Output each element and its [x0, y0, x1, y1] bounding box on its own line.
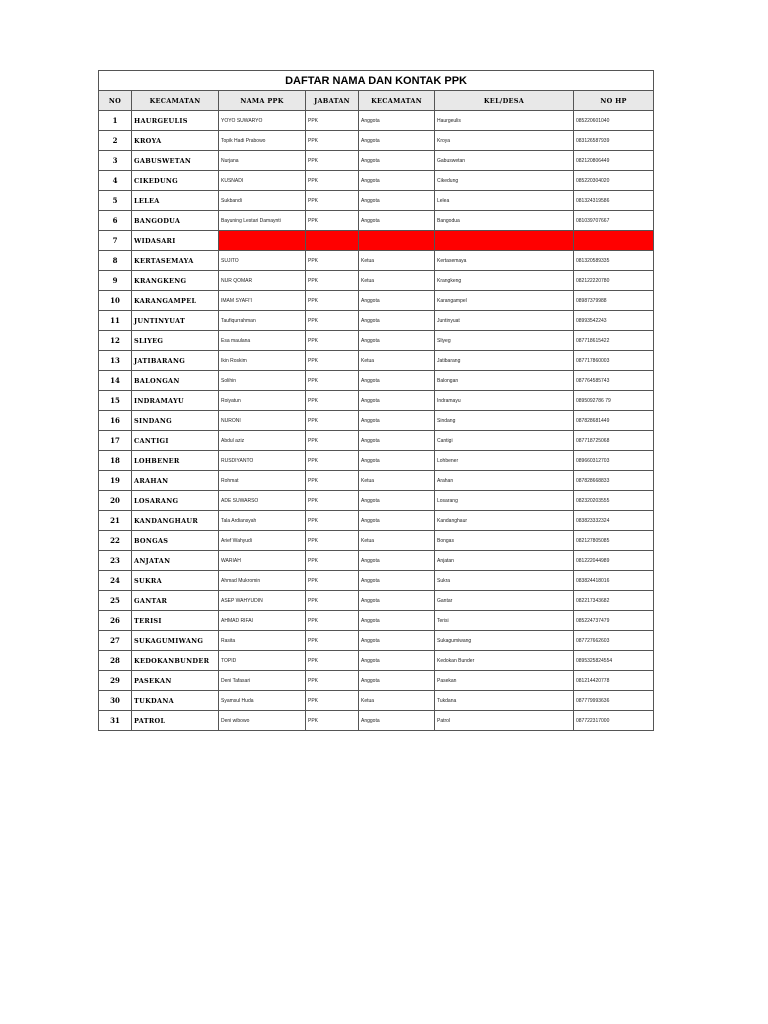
cell-no: 11	[99, 311, 132, 331]
cell-no: 13	[99, 351, 132, 371]
cell-jabatan: PPK	[306, 671, 359, 691]
cell-no-hp: 083823332324	[574, 511, 654, 531]
cell-kecamatan: LOSARANG	[132, 491, 219, 511]
cell-kel-desa: Juntinyuat	[435, 311, 574, 331]
cell-kecamatan: GABUSWETAN	[132, 151, 219, 171]
cell-kecamatan-2: Anggota	[359, 451, 435, 471]
cell-jabatan: PPK	[306, 351, 359, 371]
cell-nama-ppk: Deni wibowo	[219, 711, 306, 731]
cell-kecamatan: BANGODUA	[132, 211, 219, 231]
cell-jabatan: PPK	[306, 411, 359, 431]
cell-nama-ppk: Arief Wahyudi	[219, 531, 306, 551]
cell-kecamatan-2: Anggota	[359, 171, 435, 191]
table-row	[99, 691, 654, 711]
cell-nama-ppk: Topik Hadi Prabowo	[219, 131, 306, 151]
cell-kel-desa: Lelea	[435, 191, 574, 211]
cell-jabatan: PPK	[306, 211, 359, 231]
cell-jabatan: PPK	[306, 691, 359, 711]
cell-no-hp: 087727662603	[574, 631, 654, 651]
header-kecamatan: KECAMATAN	[132, 91, 219, 111]
cell-kecamatan-2: Anggota	[359, 211, 435, 231]
table-row	[99, 131, 654, 151]
cell-no-hp: 085220601040	[574, 111, 654, 131]
cell-kecamatan-2: Anggota	[359, 431, 435, 451]
cell-nama-ppk: NURONI	[219, 411, 306, 431]
cell-jabatan: PPK	[306, 391, 359, 411]
cell-kecamatan: GANTAR	[132, 591, 219, 611]
cell-kecamatan: KROYA	[132, 131, 219, 151]
cell-no-hp: 081324319586	[574, 191, 654, 211]
cell-jabatan: PPK	[306, 171, 359, 191]
cell-kecamatan-2: Ketua	[359, 351, 435, 371]
cell-no: 4	[99, 171, 132, 191]
cell-no-hp: 089660312703	[574, 451, 654, 471]
cell-no-hp: 081222044989	[574, 551, 654, 571]
table-row	[99, 491, 654, 511]
cell-jabatan: PPK	[306, 271, 359, 291]
cell-kecamatan-2: Anggota	[359, 131, 435, 151]
cell-no-hp: 087717860003	[574, 351, 654, 371]
table-row	[99, 111, 654, 131]
cell-no-hp: 082320203555	[574, 491, 654, 511]
cell-jabatan: PPK	[306, 591, 359, 611]
cell-jabatan: PPK	[306, 511, 359, 531]
cell-jabatan: PPK	[306, 531, 359, 551]
cell-no: 7	[99, 231, 132, 251]
cell-jabatan: PPK	[306, 631, 359, 651]
table-row	[99, 631, 654, 651]
cell-kel-desa: Krangkeng	[435, 271, 574, 291]
cell-kecamatan-2: Anggota	[359, 511, 435, 531]
cell-nama-ppk: Sukbandi	[219, 191, 306, 211]
cell-no-hp: 087718725068	[574, 431, 654, 451]
cell-jabatan: PPK	[306, 251, 359, 271]
cell-kel-desa: Jatibarang	[435, 351, 574, 371]
table-row	[99, 331, 654, 351]
cell-no-hp: 087828681449	[574, 411, 654, 431]
ppk-contact-table	[98, 70, 654, 731]
cell-nama-ppk: Rohmat	[219, 471, 306, 491]
cell-kecamatan-2: Anggota	[359, 571, 435, 591]
cell-kecamatan-2: Anggota	[359, 151, 435, 171]
table-row	[99, 531, 654, 551]
cell-no-hp: 081320589335	[574, 251, 654, 271]
cell-nama-ppk: Ahmad Mukromin	[219, 571, 306, 591]
cell-no-hp: 087718615422	[574, 331, 654, 351]
cell-kecamatan-2: Ketua	[359, 251, 435, 271]
cell-kel-desa: Gabuswetan	[435, 151, 574, 171]
cell-no: 29	[99, 671, 132, 691]
cell-kecamatan: KEDOKANBUNDER	[132, 651, 219, 671]
cell-jabatan: PPK	[306, 571, 359, 591]
cell-kecamatan: SINDANG	[132, 411, 219, 431]
table-row	[99, 551, 654, 571]
cell-kel-desa: Arahan	[435, 471, 574, 491]
cell-kecamatan-2: Ketua	[359, 531, 435, 551]
header-kecamatan-2: KECAMATAN	[359, 91, 435, 111]
cell-no-hp: 082127805085	[574, 531, 654, 551]
cell-kecamatan: KERTASEMAYA	[132, 251, 219, 271]
cell-no: 31	[99, 711, 132, 731]
cell-nama-ppk: Tala Ardiansyah	[219, 511, 306, 531]
cell-nama-ppk: NUR QOMAR	[219, 271, 306, 291]
cell-kel-desa: Bongas	[435, 531, 574, 551]
cell-kel-desa: Karangampel	[435, 291, 574, 311]
cell-kecamatan: KARANGAMPEL	[132, 291, 219, 311]
cell-no-hp: 087779993636	[574, 691, 654, 711]
cell-kecamatan: LOHBENER	[132, 451, 219, 471]
cell-jabatan: PPK	[306, 431, 359, 451]
table-row	[99, 411, 654, 431]
cell-nama-ppk	[219, 231, 306, 251]
table-row	[99, 711, 654, 731]
cell-kecamatan: BALONGAN	[132, 371, 219, 391]
cell-kel-desa: Kroya	[435, 131, 574, 151]
cell-no-hp: 081214420778	[574, 671, 654, 691]
cell-jabatan: PPK	[306, 491, 359, 511]
table-row	[99, 251, 654, 271]
cell-no-hp: 083126587939	[574, 131, 654, 151]
table-row	[99, 471, 654, 491]
cell-kecamatan: HAURGEULIS	[132, 111, 219, 131]
cell-jabatan: PPK	[306, 471, 359, 491]
cell-no-hp: 085224737479	[574, 611, 654, 631]
table-row	[99, 511, 654, 531]
cell-kecamatan-2: Anggota	[359, 651, 435, 671]
cell-kel-desa: Anjatan	[435, 551, 574, 571]
cell-jabatan: PPK	[306, 611, 359, 631]
cell-kecamatan-2: Anggota	[359, 611, 435, 631]
cell-jabatan: PPK	[306, 151, 359, 171]
cell-kel-desa: Indramayu	[435, 391, 574, 411]
cell-no: 15	[99, 391, 132, 411]
cell-no-hp: 083824418016	[574, 571, 654, 591]
table-row	[99, 311, 654, 331]
cell-nama-ppk: Roiyatun	[219, 391, 306, 411]
cell-no: 30	[99, 691, 132, 711]
cell-no: 9	[99, 271, 132, 291]
cell-kel-desa: Kertasemaya	[435, 251, 574, 271]
cell-no-hp: 087764585743	[574, 371, 654, 391]
cell-nama-ppk: YOYO SUWARYO	[219, 111, 306, 131]
cell-no-hp: 0895092786 79	[574, 391, 654, 411]
cell-kecamatan-2: Ketua	[359, 691, 435, 711]
table-row	[99, 151, 654, 171]
cell-nama-ppk: Nurjana	[219, 151, 306, 171]
cell-kel-desa: Patrol	[435, 711, 574, 731]
table-row	[99, 351, 654, 371]
cell-jabatan: PPK	[306, 371, 359, 391]
cell-jabatan: PPK	[306, 131, 359, 151]
cell-nama-ppk: Rasita	[219, 631, 306, 651]
cell-no: 2	[99, 131, 132, 151]
cell-kel-desa: Sliyeg	[435, 331, 574, 351]
table-row	[99, 651, 654, 671]
cell-nama-ppk: Ikin Roskim	[219, 351, 306, 371]
cell-kel-desa: Terisi	[435, 611, 574, 631]
cell-jabatan: PPK	[306, 311, 359, 331]
cell-no-hp: 081039707667	[574, 211, 654, 231]
cell-kecamatan: INDRAMAYU	[132, 391, 219, 411]
header-no: NO	[99, 91, 132, 111]
cell-kecamatan-2: Ketua	[359, 471, 435, 491]
table-row	[99, 391, 654, 411]
cell-no-hp	[574, 231, 654, 251]
cell-nama-ppk: Esa maulana	[219, 331, 306, 351]
cell-nama-ppk: IMAM SYAFI'I	[219, 291, 306, 311]
cell-jabatan: PPK	[306, 331, 359, 351]
cell-kecamatan: SUKAGUMIWANG	[132, 631, 219, 651]
cell-kel-desa: Kandanghaur	[435, 511, 574, 531]
cell-nama-ppk: AHMAD RIFAI	[219, 611, 306, 631]
cell-no: 21	[99, 511, 132, 531]
cell-no: 3	[99, 151, 132, 171]
cell-kel-desa: Kedokan Bunder	[435, 651, 574, 671]
table-row	[99, 591, 654, 611]
cell-no: 12	[99, 331, 132, 351]
cell-no: 26	[99, 611, 132, 631]
cell-jabatan: PPK	[306, 711, 359, 731]
cell-no-hp: 08993542243	[574, 311, 654, 331]
cell-no-hp: 082217343682	[574, 591, 654, 611]
cell-nama-ppk: WARIAH	[219, 551, 306, 571]
cell-nama-ppk: Deni Tafasari	[219, 671, 306, 691]
cell-kecamatan: WIDASARI	[132, 231, 219, 251]
cell-jabatan: PPK	[306, 111, 359, 131]
cell-no: 27	[99, 631, 132, 651]
table-row	[99, 211, 654, 231]
cell-kecamatan-2: Anggota	[359, 371, 435, 391]
cell-nama-ppk: KUSNADI	[219, 171, 306, 191]
cell-kecamatan-2: Anggota	[359, 291, 435, 311]
cell-kecamatan-2: Anggota	[359, 331, 435, 351]
title-row	[99, 71, 654, 91]
table-row	[99, 231, 654, 251]
cell-kel-desa: Losarang	[435, 491, 574, 511]
cell-kecamatan-2: Anggota	[359, 311, 435, 331]
cell-kel-desa: Sukagumiwang	[435, 631, 574, 651]
cell-kecamatan-2: Anggota	[359, 411, 435, 431]
cell-kecamatan: SUKRA	[132, 571, 219, 591]
cell-kecamatan-2: Ketua	[359, 271, 435, 291]
cell-kecamatan: TUKDANA	[132, 691, 219, 711]
cell-no-hp: 087722317000	[574, 711, 654, 731]
table-row	[99, 571, 654, 591]
cell-kecamatan-2: Anggota	[359, 191, 435, 211]
table-row	[99, 271, 654, 291]
cell-kecamatan-2	[359, 231, 435, 251]
cell-kecamatan: BONGAS	[132, 531, 219, 551]
cell-kecamatan: JATIBARANG	[132, 351, 219, 371]
cell-kecamatan-2: Anggota	[359, 391, 435, 411]
cell-kecamatan-2: Anggota	[359, 631, 435, 651]
cell-kecamatan: LELEA	[132, 191, 219, 211]
cell-no: 24	[99, 571, 132, 591]
cell-no-hp: 082120806449	[574, 151, 654, 171]
cell-nama-ppk: Taufiqurrahman	[219, 311, 306, 331]
cell-no: 10	[99, 291, 132, 311]
cell-jabatan: PPK	[306, 451, 359, 471]
table-row	[99, 451, 654, 471]
cell-no: 20	[99, 491, 132, 511]
cell-kecamatan-2: Anggota	[359, 111, 435, 131]
cell-kel-desa	[435, 231, 574, 251]
cell-nama-ppk: Bayuning Lestari Damaynti	[219, 211, 306, 231]
cell-no: 18	[99, 451, 132, 471]
table-title: DAFTAR NAMA DAN KONTAK PPK	[99, 71, 654, 91]
header-no-hp: NO HP	[574, 91, 654, 111]
cell-jabatan: PPK	[306, 291, 359, 311]
cell-nama-ppk: ASEP WAHYUDIN	[219, 591, 306, 611]
cell-kel-desa: Gantar	[435, 591, 574, 611]
table-row	[99, 371, 654, 391]
cell-kecamatan-2: Anggota	[359, 671, 435, 691]
cell-no: 25	[99, 591, 132, 611]
cell-no: 5	[99, 191, 132, 211]
cell-kel-desa: Bangodua	[435, 211, 574, 231]
cell-no: 6	[99, 211, 132, 231]
cell-kel-desa: Sukra	[435, 571, 574, 591]
cell-no-hp: 082122220780	[574, 271, 654, 291]
cell-kecamatan: TERISI	[132, 611, 219, 631]
cell-jabatan: PPK	[306, 191, 359, 211]
cell-no: 17	[99, 431, 132, 451]
header-kel-desa: KEL/DESA	[435, 91, 574, 111]
cell-jabatan: PPK	[306, 551, 359, 571]
table-row	[99, 171, 654, 191]
cell-kecamatan: KRANGKENG	[132, 271, 219, 291]
table-row	[99, 611, 654, 631]
cell-no: 16	[99, 411, 132, 431]
cell-kecamatan-2: Anggota	[359, 551, 435, 571]
cell-nama-ppk: SUJITO	[219, 251, 306, 271]
cell-no: 28	[99, 651, 132, 671]
cell-no: 14	[99, 371, 132, 391]
cell-no: 8	[99, 251, 132, 271]
cell-kel-desa: Sindang	[435, 411, 574, 431]
table-row	[99, 191, 654, 211]
cell-no: 1	[99, 111, 132, 131]
header-jabatan: JABATAN	[306, 91, 359, 111]
cell-nama-ppk: Syamsul Huda	[219, 691, 306, 711]
cell-kel-desa: Balongan	[435, 371, 574, 391]
cell-nama-ppk: ADE SUWARSO	[219, 491, 306, 511]
cell-jabatan: PPK	[306, 651, 359, 671]
cell-nama-ppk: Solihin	[219, 371, 306, 391]
cell-nama-ppk: RUSDIYANTO	[219, 451, 306, 471]
cell-kel-desa: Cikedung	[435, 171, 574, 191]
table-row	[99, 671, 654, 691]
cell-kecamatan: CANTIGI	[132, 431, 219, 451]
cell-kecamatan: PASEKAN	[132, 671, 219, 691]
cell-kel-desa: Haurgeulis	[435, 111, 574, 131]
cell-kel-desa: Pasekan	[435, 671, 574, 691]
cell-kecamatan: ARAHAN	[132, 471, 219, 491]
cell-kel-desa: Lohbener	[435, 451, 574, 471]
header-row	[99, 91, 654, 111]
cell-no-hp: 08987379988	[574, 291, 654, 311]
cell-kel-desa: Cantigi	[435, 431, 574, 451]
table-row	[99, 431, 654, 451]
cell-nama-ppk: TOPID	[219, 651, 306, 671]
cell-kecamatan-2: Anggota	[359, 711, 435, 731]
cell-no: 19	[99, 471, 132, 491]
cell-jabatan	[306, 231, 359, 251]
cell-kel-desa: Tukdana	[435, 691, 574, 711]
cell-no-hp: 087828668833	[574, 471, 654, 491]
cell-kecamatan: SLIYEG	[132, 331, 219, 351]
cell-kecamatan: KANDANGHAUR	[132, 511, 219, 531]
table-row	[99, 291, 654, 311]
cell-kecamatan: JUNTINYUAT	[132, 311, 219, 331]
cell-no-hp: 085220304020	[574, 171, 654, 191]
cell-kecamatan: CIKEDUNG	[132, 171, 219, 191]
cell-kecamatan-2: Anggota	[359, 591, 435, 611]
cell-no: 23	[99, 551, 132, 571]
cell-no: 22	[99, 531, 132, 551]
cell-kecamatan-2: Anggota	[359, 491, 435, 511]
header-nama-ppk: NAMA PPK	[219, 91, 306, 111]
cell-no-hp: 0895325824554	[574, 651, 654, 671]
cell-kecamatan: PATROL	[132, 711, 219, 731]
cell-nama-ppk: Abdul aziz	[219, 431, 306, 451]
cell-kecamatan: ANJATAN	[132, 551, 219, 571]
